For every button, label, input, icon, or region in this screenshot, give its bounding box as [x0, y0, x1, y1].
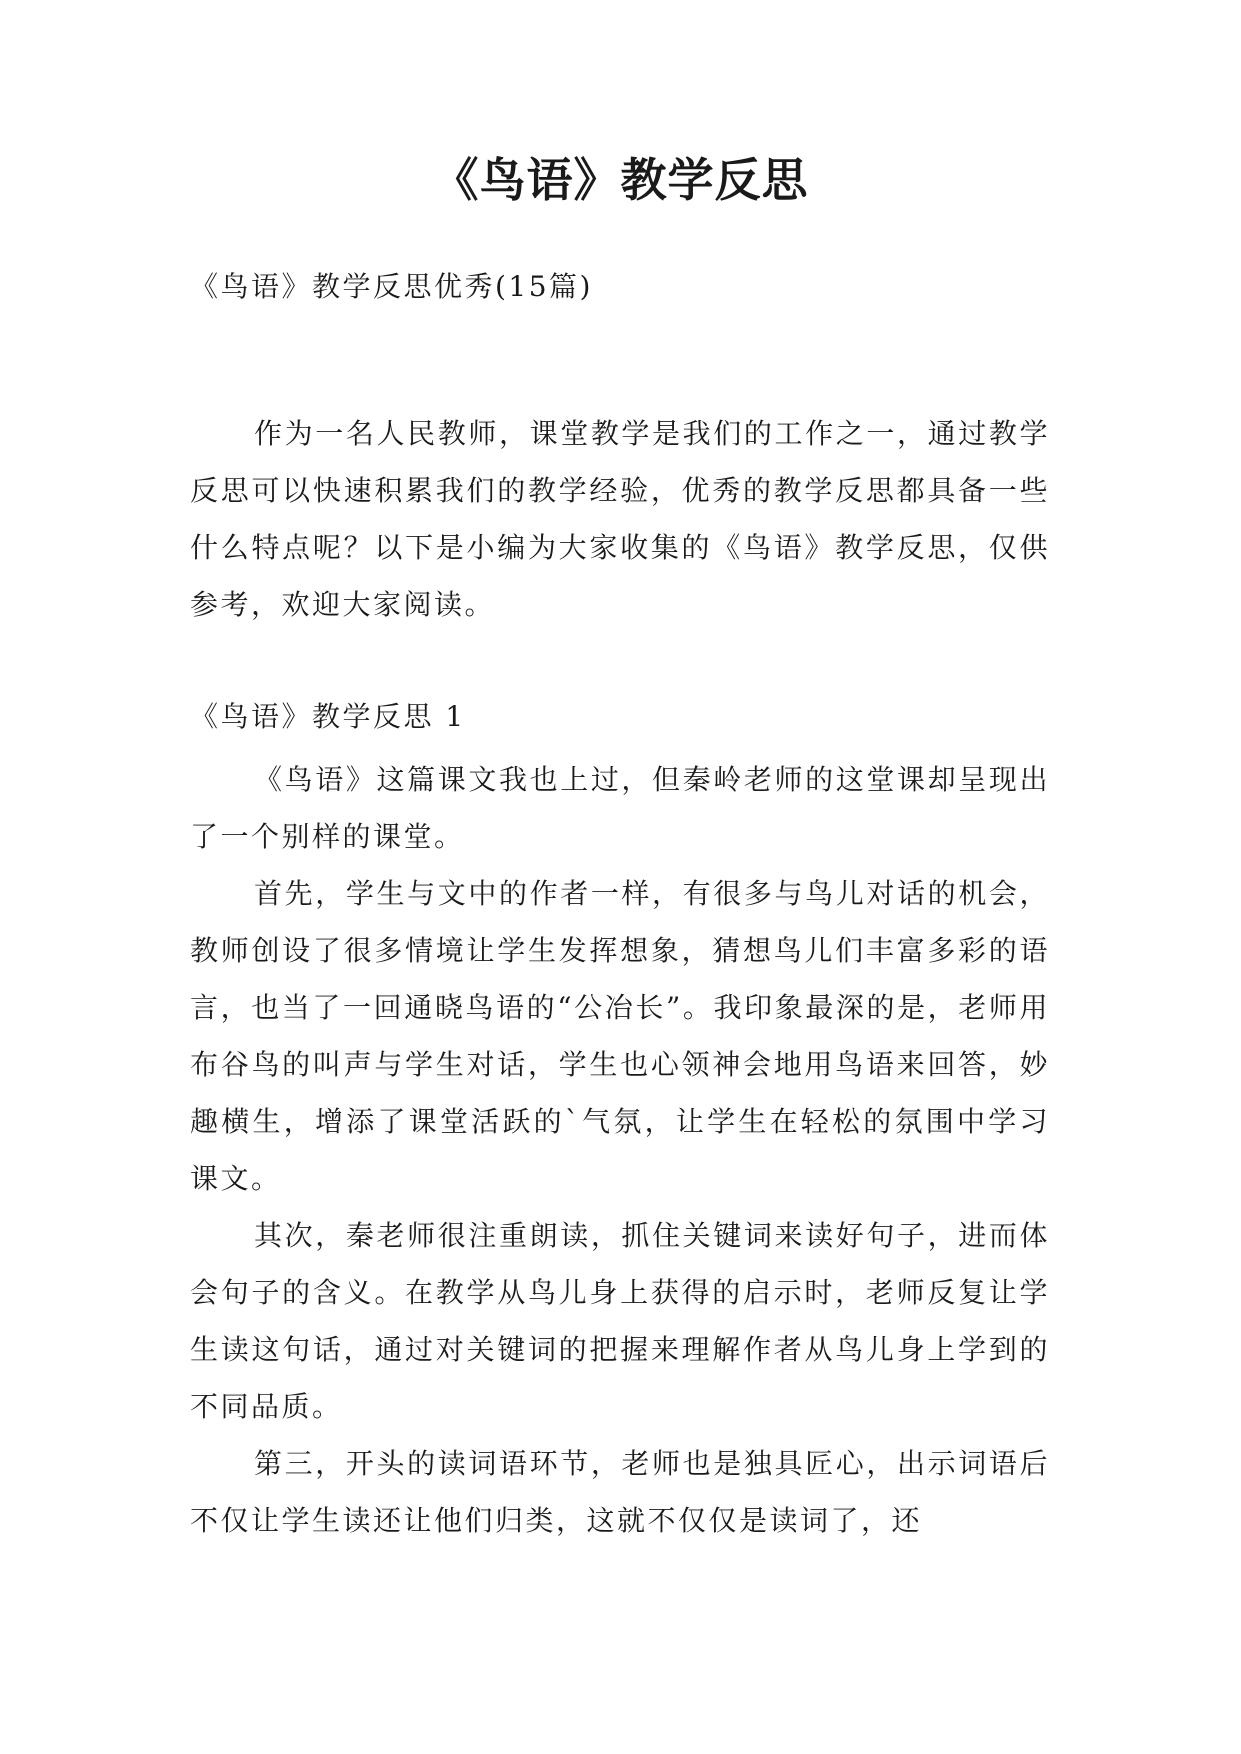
section-paragraph: 其次，秦老师很注重朗读，抓住关键词来读好句子，进而体会句子的含义。在教学从鸟儿身上获得的启示时，老师反复让学生读这句话，通过对关键词的把握来理解作者从鸟儿身上学到的不同品质。	[190, 1219, 1050, 1423]
document-title: 《鸟语》教学反思	[432, 153, 809, 207]
intro-paragraph: 作为一名人民教师，课堂教学是我们的工作之一，通过教学反思可以快速积累我们的教学经验，优秀的教学反思都具备一些什么特点呢？以下是小编为大家收集的《鸟语》教学反思，仅供参考，欢迎大家阅读。	[190, 417, 1050, 621]
section-heading: 《鸟语》教学反思 1	[190, 700, 466, 733]
section-paragraph: 《鸟语》这篇课文我也上过，但秦岭老师的这堂课却呈现出了一个别样的课堂。	[190, 763, 1050, 853]
section-paragraph: 首先，学生与文中的作者一样，有很多与鸟儿对话的机会，教师创设了很多情境让学生发挥想象，猜想鸟儿们丰富多彩的语言，也当了一回通晓鸟语的“公冶长”。我印象最深的是，老师用布谷鸟的叫声与学生对话，学生也心领神会地用鸟语来回答，妙趣横生，增添了课堂活跃的`气氛，让学生在轻松的氛围中学习课文。	[190, 877, 1050, 1195]
section-1	[190, 694, 1050, 1549]
section-paragraph: 第三，开头的读词语环节，老师也是独具匠心，出示词语后不仅让学生读还让他们归类，这就不仅仅是读词了，还	[190, 1447, 1050, 1537]
document-subtitle: 《鸟语》教学反思优秀(15篇)	[190, 270, 593, 303]
